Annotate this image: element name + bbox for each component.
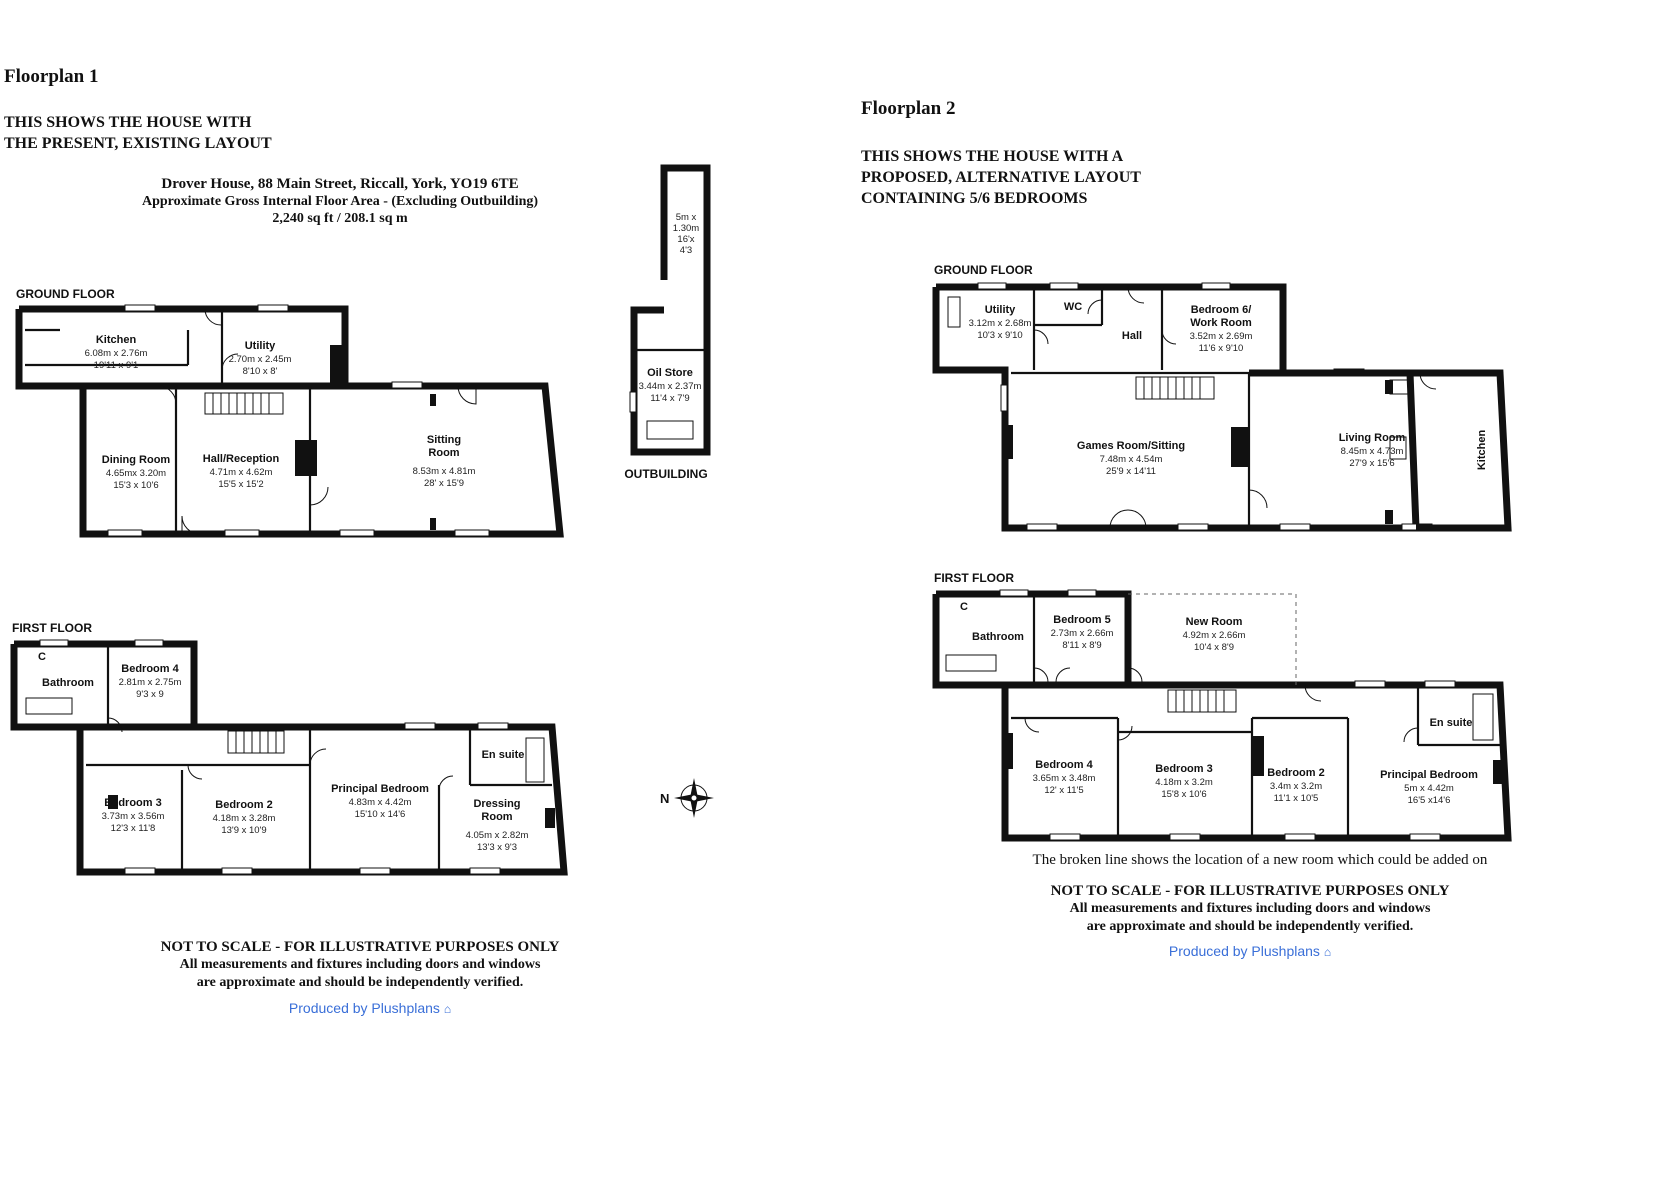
fp1-room-hall bbox=[203, 453, 280, 490]
svg-text:Principal Bedroom: Principal Bedroom bbox=[1380, 769, 1478, 781]
svg-text:Dining Room: Dining Room bbox=[101, 454, 171, 466]
fp1-room-bedroom2 bbox=[213, 799, 276, 836]
svg-text:Games Room/Sitting: Games Room/Sitting bbox=[1076, 440, 1186, 452]
fp2-room-utility bbox=[969, 304, 1032, 341]
svg-text:New Room: New Room bbox=[1185, 616, 1243, 628]
floorplan2-title: Floorplan 2 bbox=[861, 98, 956, 119]
plushplans-home-icon: ⌂ bbox=[443, 1002, 452, 1016]
svg-text:Bedroom 2: Bedroom 2 bbox=[215, 799, 273, 811]
fp2-room-bedroom3 bbox=[1155, 763, 1213, 800]
floorplan2-subtitle-line2: PROPOSED, ALTERNATIVE LAYOUT bbox=[861, 169, 1141, 186]
compass-icon bbox=[660, 778, 714, 818]
floorplan1-subtitle-line1: THIS SHOWS THE HOUSE WITH bbox=[4, 114, 252, 131]
svg-text:8.53m x 4.81m: 8.53m x 4.81m bbox=[412, 466, 476, 477]
fp2-disclaimer-line3: are approximate and should be independently verified. bbox=[1086, 919, 1414, 934]
fp2-first-plan bbox=[936, 590, 1508, 840]
fp1-room-bedroom4 bbox=[119, 663, 182, 700]
svg-text:5m x 4.42m: 5m x 4.42m bbox=[1404, 783, 1454, 794]
svg-text:Room: Room bbox=[428, 447, 460, 459]
svg-text:3.73m x 3.56m: 3.73m x 3.56m bbox=[101, 811, 165, 822]
fp2-first-floor-label: FIRST FLOOR bbox=[934, 571, 1014, 585]
svg-text:Kitchen: Kitchen bbox=[95, 334, 137, 346]
svg-text:16'x: 16'x bbox=[677, 234, 695, 245]
svg-text:15'10 x 14'6: 15'10 x 14'6 bbox=[354, 809, 406, 820]
svg-text:28' x 15'9: 28' x 15'9 bbox=[423, 478, 465, 489]
svg-text:Sitting: Sitting bbox=[426, 434, 462, 446]
fp1-disclaimer-line3: are approximate and should be independently verified. bbox=[196, 975, 524, 990]
svg-text:8'11 x 8'9: 8'11 x 8'9 bbox=[1062, 640, 1102, 651]
fp2-room-kitchen: Kitchen bbox=[1476, 429, 1488, 471]
fp2-room-bedroom4 bbox=[1033, 759, 1096, 796]
area-label: Approximate Gross Internal Floor Area - (Excluding Outbuilding) bbox=[141, 194, 539, 209]
fp2-disclaimer-line2: All measurements and fixtures including doors and windows bbox=[1069, 901, 1431, 916]
plushplans-home-icon: ⌂ bbox=[1323, 945, 1332, 959]
fp2-room-living bbox=[1339, 432, 1406, 469]
svg-text:12' x 11'5: 12' x 11'5 bbox=[1044, 785, 1084, 796]
svg-text:Bedroom 6/: Bedroom 6/ bbox=[1190, 304, 1252, 316]
svg-text:25'9 x 14'11: 25'9 x 14'11 bbox=[1106, 466, 1156, 477]
svg-text:Bedroom 4: Bedroom 4 bbox=[121, 663, 179, 675]
fp1-outbuilding bbox=[624, 168, 707, 481]
fp2-ground-plan bbox=[936, 283, 1488, 530]
svg-text:Dressing: Dressing bbox=[473, 798, 521, 810]
svg-text:4.83m x 4.42m: 4.83m x 4.42m bbox=[348, 797, 412, 808]
svg-text:Oil Store: Oil Store bbox=[647, 367, 693, 379]
svg-text:3.12m x 2.68m: 3.12m x 2.68m bbox=[968, 318, 1032, 329]
svg-text:N: N bbox=[660, 791, 670, 806]
svg-text:16'5 x14'6: 16'5 x14'6 bbox=[1407, 795, 1451, 806]
fp2-room-bedroom5 bbox=[1051, 614, 1114, 651]
floorplan2-disclaimer bbox=[1040, 882, 1460, 936]
svg-text:Bedroom 3: Bedroom 3 bbox=[104, 797, 162, 809]
svg-text:3.44m x 2.37m: 3.44m x 2.37m bbox=[638, 381, 702, 392]
svg-text:27'9 x 15'6: 27'9 x 15'6 bbox=[1349, 458, 1395, 469]
fp1-first-floor-label: FIRST FLOOR bbox=[12, 621, 92, 635]
fp2-room-newroom bbox=[1183, 616, 1246, 653]
svg-text:4.05m x 2.82m: 4.05m x 2.82m bbox=[465, 830, 529, 841]
svg-text:Utility: Utility bbox=[984, 304, 1016, 316]
fp2-room-bedroom2 bbox=[1267, 767, 1324, 804]
fp1-room-sitting bbox=[413, 434, 476, 489]
fp1-room-utility bbox=[229, 340, 292, 377]
fp1-disclaimer-line2: All measurements and fixtures including doors and windows bbox=[179, 957, 541, 972]
svg-text:8.45m x 4.73m: 8.45m x 4.73m bbox=[1340, 446, 1404, 457]
svg-text:2.70m x 2.45m: 2.70m x 2.45m bbox=[228, 354, 292, 365]
address: Drover House, 88 Main Street, Riccall, York, YO19 6TE bbox=[161, 176, 519, 192]
fp1-first-c: C bbox=[38, 651, 46, 663]
svg-text:1.30m: 1.30m bbox=[672, 223, 700, 234]
fp1-room-dressing bbox=[466, 798, 529, 853]
floorplan2-subtitle-line3: CONTAINING 5/6 BEDROOMS bbox=[861, 190, 1088, 207]
floorplan1-drawing bbox=[0, 0, 760, 1203]
svg-text:10'3 x 9'10: 10'3 x 9'10 bbox=[977, 330, 1023, 341]
fp2-produced-by-text: Produced by Plushplans bbox=[1168, 943, 1320, 959]
fp1-room-bedroom3 bbox=[102, 797, 165, 834]
fp2-disclaimer-line1: NOT TO SCALE - FOR ILLUSTRATIVE PURPOSES ONLY bbox=[1050, 883, 1450, 899]
fp1-first-stairs bbox=[228, 731, 284, 753]
fp1-ensuite: En suite bbox=[481, 749, 525, 761]
svg-text:6.08m x 2.76m: 6.08m x 2.76m bbox=[84, 348, 148, 359]
fp2-produced-by[interactable] bbox=[1150, 943, 1350, 959]
fp1-room-kitchen bbox=[85, 334, 148, 371]
svg-text:Bedroom 4: Bedroom 4 bbox=[1035, 759, 1093, 771]
fp1-produced-by-text: Produced by Plushplans bbox=[288, 1000, 440, 1016]
fp2-room-principal bbox=[1380, 769, 1478, 806]
area-value: 2,240 sq ft / 208.1 sq m bbox=[272, 211, 408, 226]
fp1-disclaimer-line1: NOT TO SCALE - FOR ILLUSTRATIVE PURPOSES ONLY bbox=[160, 939, 560, 955]
svg-text:4.18m x 3.28m: 4.18m x 3.28m bbox=[212, 813, 276, 824]
svg-text:12'3 x 11'8: 12'3 x 11'8 bbox=[110, 823, 156, 834]
fp1-bathroom: Bathroom bbox=[42, 677, 94, 689]
svg-text:Bedroom 3: Bedroom 3 bbox=[1155, 763, 1213, 775]
fp2-ground-floor-label: GROUND FLOOR bbox=[934, 263, 1033, 277]
fp1-produced-by[interactable] bbox=[270, 1000, 470, 1016]
svg-text:13'9 x 10'9: 13'9 x 10'9 bbox=[221, 825, 267, 836]
fp2-room-hall: Hall bbox=[1121, 330, 1143, 342]
svg-text:4.18m x 3.2m: 4.18m x 3.2m bbox=[1155, 777, 1213, 788]
svg-text:3.4m x 3.2m: 3.4m x 3.2m bbox=[1269, 781, 1323, 792]
fp1-outbuilding-label: OUTBUILDING bbox=[624, 467, 708, 481]
fp2-ensuite: En suite bbox=[1429, 717, 1473, 729]
svg-text:5m x: 5m x bbox=[675, 212, 697, 223]
floorplan1-subtitle-line2: THE PRESENT, EXISTING LAYOUT bbox=[4, 135, 272, 152]
svg-text:3.65m x 3.48m: 3.65m x 3.48m bbox=[1032, 773, 1096, 784]
svg-text:2.81m x 2.75m: 2.81m x 2.75m bbox=[118, 677, 182, 688]
fp2-stairs bbox=[1136, 377, 1214, 399]
svg-text:11'6 x 9'10: 11'6 x 9'10 bbox=[1198, 343, 1244, 354]
floorplan2-subtitle-line1: THIS SHOWS THE HOUSE WITH A bbox=[861, 148, 1124, 165]
fp2-room-wc: WC bbox=[1063, 301, 1083, 313]
svg-text:Bedroom 2: Bedroom 2 bbox=[1267, 767, 1325, 779]
fp2-room-bedroom6 bbox=[1190, 304, 1253, 354]
floorplan1-disclaimer bbox=[160, 938, 560, 992]
svg-text:13'3 x 9'3: 13'3 x 9'3 bbox=[476, 842, 518, 853]
fp2-first-c: C bbox=[960, 601, 968, 613]
fp2-room-games bbox=[1077, 440, 1185, 477]
svg-text:9'3 x 9: 9'3 x 9 bbox=[136, 689, 164, 700]
floorplan2-drawing bbox=[900, 0, 1674, 1203]
svg-text:15'3 x 10'6: 15'3 x 10'6 bbox=[113, 480, 159, 491]
svg-text:7.48m x 4.54m: 7.48m x 4.54m bbox=[1099, 454, 1163, 465]
svg-text:Hall/Reception: Hall/Reception bbox=[202, 453, 280, 465]
fp2-first-stairs bbox=[1168, 690, 1236, 712]
broken-line-note: The broken line shows the location of a new room which could be added on bbox=[1032, 852, 1488, 868]
svg-text:15'5 x 15'2: 15'5 x 15'2 bbox=[218, 479, 264, 490]
svg-text:15'8 x 10'6: 15'8 x 10'6 bbox=[1161, 789, 1207, 800]
svg-text:8'10 x 8': 8'10 x 8' bbox=[242, 366, 278, 377]
svg-text:Bedroom 5: Bedroom 5 bbox=[1053, 614, 1111, 626]
svg-text:3.52m x 2.69m: 3.52m x 2.69m bbox=[1189, 331, 1253, 342]
fp1-ground-floor-label: GROUND FLOOR bbox=[16, 287, 115, 301]
fp1-stairs bbox=[205, 393, 283, 414]
fp1-room-principal bbox=[331, 783, 429, 820]
svg-text:4'3: 4'3 bbox=[679, 245, 693, 256]
svg-text:4.65mx 3.20m: 4.65mx 3.20m bbox=[105, 468, 167, 479]
fp1-ground-plan bbox=[19, 305, 560, 536]
svg-text:11'1 x 10'5: 11'1 x 10'5 bbox=[1273, 793, 1319, 804]
svg-text:19'11 x 9'1: 19'11 x 9'1 bbox=[93, 360, 139, 371]
fp1-room-dining bbox=[102, 454, 171, 491]
svg-text:4.92m x 2.66m: 4.92m x 2.66m bbox=[1182, 630, 1246, 641]
floorplan1-title: Floorplan 1 bbox=[4, 66, 99, 87]
svg-text:4.71m x 4.62m: 4.71m x 4.62m bbox=[209, 467, 273, 478]
svg-text:2.73m x 2.66m: 2.73m x 2.66m bbox=[1050, 628, 1114, 639]
svg-text:Room: Room bbox=[481, 811, 513, 823]
svg-text:Utility: Utility bbox=[244, 340, 276, 352]
svg-text:Living Room: Living Room bbox=[1338, 432, 1406, 444]
svg-text:Work Room: Work Room bbox=[1190, 317, 1252, 329]
fp2-bathroom: Bathroom bbox=[972, 631, 1024, 643]
svg-text:Principal Bedroom: Principal Bedroom bbox=[331, 783, 429, 795]
svg-text:11'4 x 7'9: 11'4 x 7'9 bbox=[650, 393, 690, 404]
fp1-first-plan bbox=[14, 640, 564, 874]
svg-text:10'4 x 8'9: 10'4 x 8'9 bbox=[1193, 642, 1235, 653]
